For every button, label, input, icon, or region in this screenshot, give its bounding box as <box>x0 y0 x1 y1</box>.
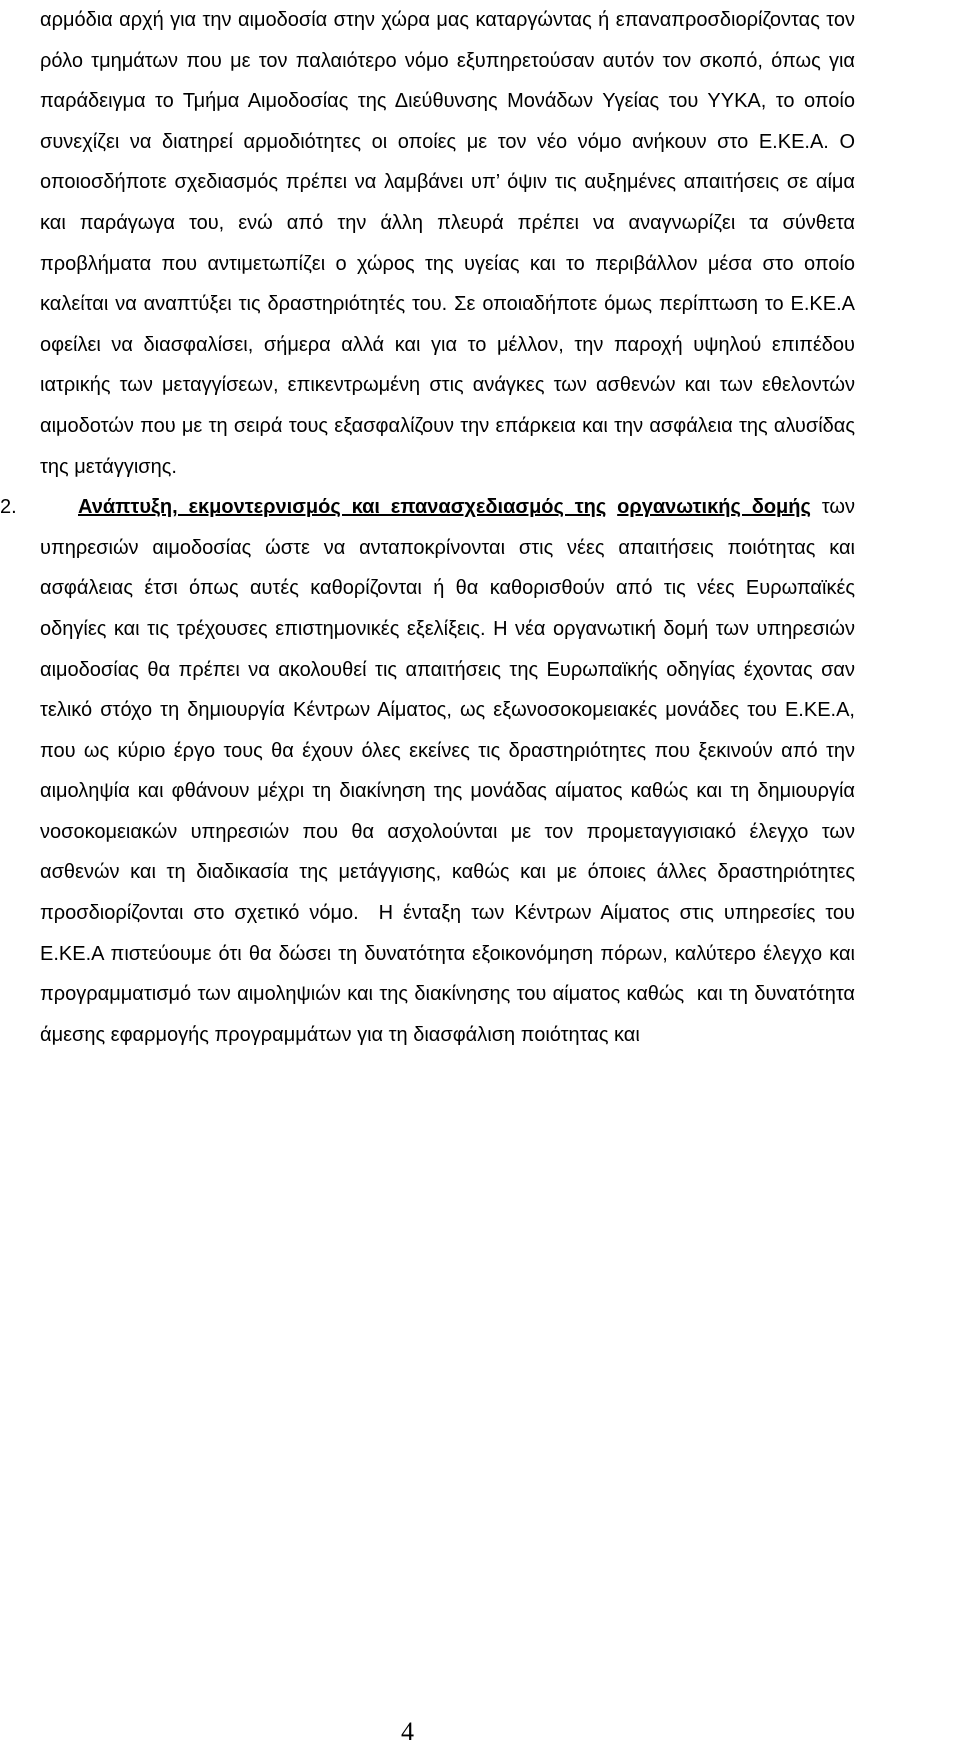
item-number: 2. <box>0 496 17 519</box>
item-2-body-text: των υπηρεσιών αιμοδοσίας ώστε να ανταποκρίνονται στις νέες απαιτήσεις ποιότητας και ασφάλειας έτσι όπως αυτές καθορίζονται ή θα καθορισθούν από τις νέες Ευρωπαϊκές οδηγίες και τις τρέχουσες επιστημονικές εξελίξεις. Η νέα οργανωτική δομή των υπηρεσιών αιμοδοσίας θα πρέπει να ακολουθεί τις απαιτήσεις της Ευρωπαϊκής οδηγίας έχοντας σαν τελικό στόχο τη δημιουργία Κέντρων Αίματος, ως εξωνοσοκομειακές μονάδες του Ε.ΚΕ.Α, που ως κύριο έργο τους θα έχουν όλες εκείνες τις δραστηριότητες που ξεκινούν από την αιμοληψία και φθάνουν μέχρι τη διακίνηση της μονάδας αίματος καθώς και τη δημιουργία νοσοκομειακών υπηρεσιών που θα ασχολούνται με τον προμεταγγισιακό έλεγχο των ασθενών και τη διαδικασία της μετάγγισης, καθώς και με όποιες άλλες δραστηριότητες προσδιορίζονται στο σχετικό νόμο. Η ένταξη των Κέντρων Αίματος στις υπηρεσίες του Ε.ΚΕ.Α πιστεύουμε ότι θα δώσει τη δυνατότητα εξοικονόμηση πόρων, καλύτερο έλεγχο και προγραμματισμό των αιμοληψιών και της διακίνησης του αίματος καθώς και τη δυνατότητα άμεσης εφαρμογής προγραμμάτων για τη διασφάλιση ποιότητας και <box>40 496 878 1046</box>
item-2-paragraph <box>40 487 878 1055</box>
item-2-title-part-1: Ανάπτυξη, εκμοντερνισμός και επανασχεδιασμός της <box>78 496 607 519</box>
body-paragraph-continuation: αρμόδια αρχή για την αιμοδοσία στην χώρα μας καταργώντας ή επαναπροσδιορίζοντας τον ρόλο τμημάτων που με τον παλαιότερο νόμο εξυπηρετούσαν αυτόν τον σκοπό, όπως για παράδειγμα το Τμήμα Αιμοδοσίας της Διεύθυνσης Μονάδων Υγείας του ΥΥΚΑ, το οποίο συνεχίζει να διατηρεί αρμοδιότητες οι οποίες με τον νέο νόμο ανήκουν στο Ε.ΚΕ.Α. Ο οποιοσδήποτε σχεδιασμός πρέπει να λαμβάνει υπ’ όψιν τις αυξημένες απαιτήσεις σε αίμα και παράγωγα του, ενώ από την άλλη πλευρά πρέπει να αναγνωρίζει τα σύνθετα προβλήματα που αντιμετωπίζει ο χώρος της υγείας και το περιβάλλον μέσα στο οποίο καλείται να αναπτύξει τις δραστηριότητές του. Σε οποιαδήποτε όμως περίπτωση το Ε.ΚΕ.Α οφείλει να διασφαλίσει, σήμερα αλλά και για το μέλλον, την παροχή υψηλού επιπέδου ιατρικής των μεταγγίσεων, επικεντρωμένη στις ανάγκες των ασθενών και των εθελοντών αιμοδοτών που με τη σειρά τους εξασφαλίζουν την επάρκεια και την ασφάλεια της αλυσίδας της μετάγγισης. <box>40 9 855 478</box>
item-2-title-part-2: οργανωτικής δομής <box>617 496 811 519</box>
page-number: 4 <box>401 1717 414 1746</box>
numbered-item-2 <box>0 487 878 1055</box>
